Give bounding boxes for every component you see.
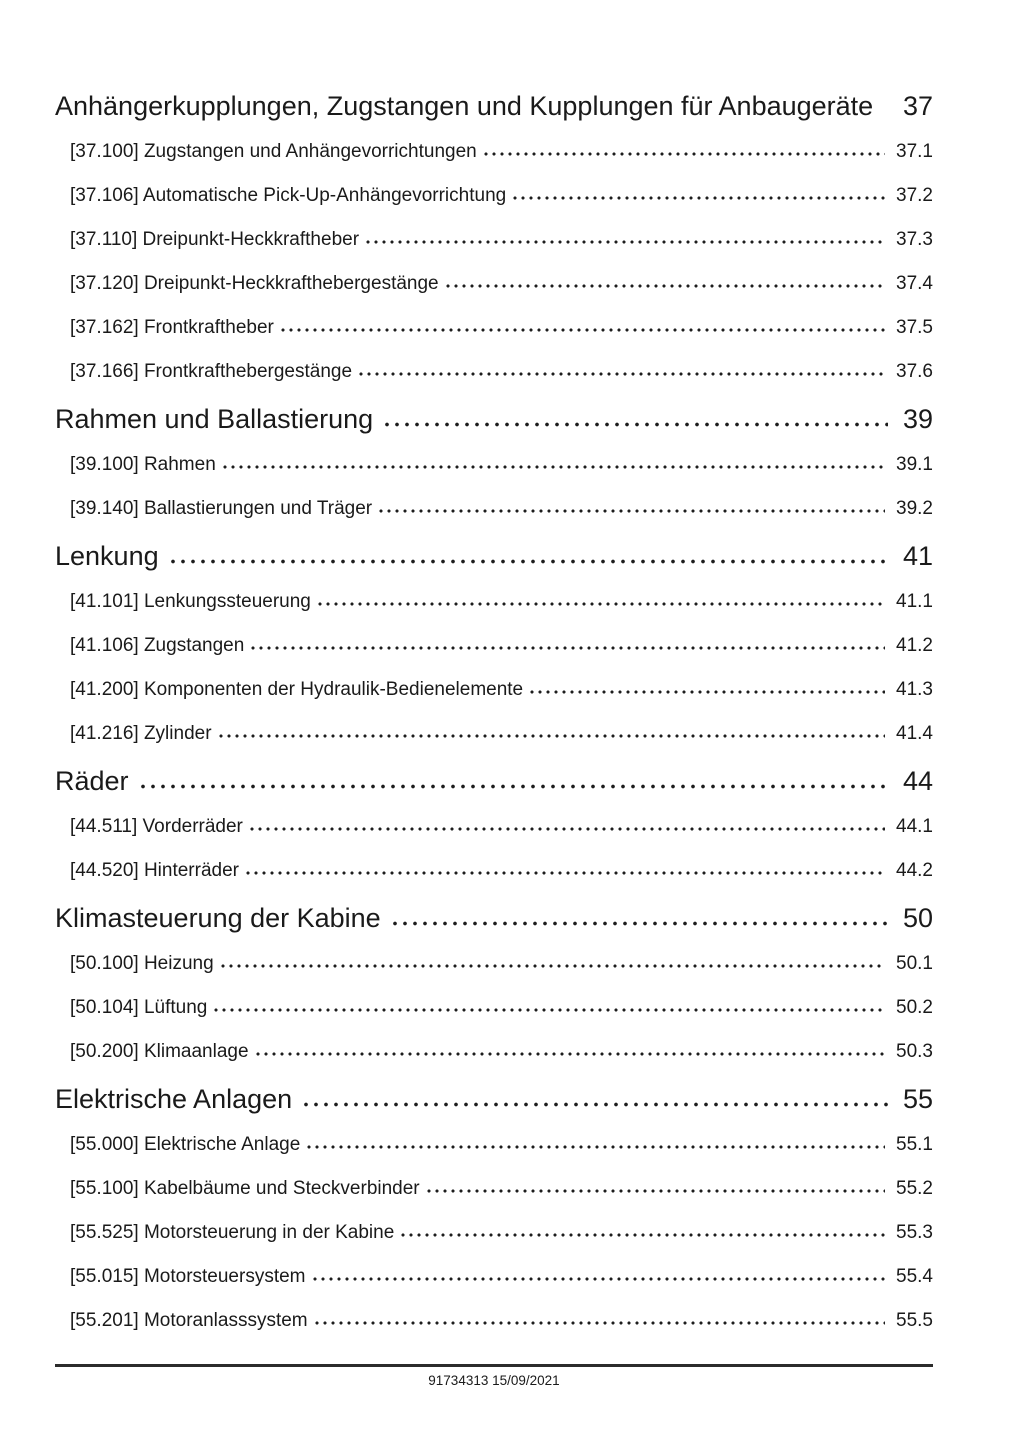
toc-item-row <box>55 1134 933 1156</box>
dot-leader <box>212 1007 885 1013</box>
item-title <box>70 860 239 882</box>
item-code: [50.100] <box>70 953 139 974</box>
toc-item-row <box>55 591 933 613</box>
item-label: Elektrische Anlage <box>143 1134 301 1155</box>
item-title <box>70 498 372 520</box>
item-label: Motorsteuerung in der Kabine <box>143 1222 395 1243</box>
toc-item-row <box>55 229 933 251</box>
toc-item-row <box>55 1310 933 1332</box>
toc-item-row <box>55 273 933 295</box>
dot-leader <box>221 464 885 470</box>
item-title <box>70 679 523 701</box>
item-page-number: 37.3 <box>896 229 933 250</box>
section-title: Elektrische Anlagen <box>55 1084 293 1114</box>
item-code: [50.200] <box>70 1041 139 1062</box>
dot-leader <box>138 783 888 790</box>
item-page-number: 41.3 <box>896 679 933 700</box>
dot-leader <box>364 239 885 245</box>
item-page-number: 39.2 <box>896 498 933 519</box>
item-page-number: 55.1 <box>896 1134 933 1155</box>
item-title <box>70 816 243 838</box>
item-label: Motoranlasssystem <box>143 1310 308 1331</box>
toc-item-row <box>55 454 933 476</box>
footer-text <box>55 1372 933 1389</box>
dot-leader <box>377 508 885 514</box>
item-page-number: 50.3 <box>896 1041 933 1062</box>
dot-leader <box>301 1101 888 1108</box>
item-page-number: 44.1 <box>896 816 933 837</box>
dot-leader <box>382 421 888 428</box>
item-title <box>70 1310 308 1332</box>
item-code: [55.015] <box>70 1266 139 1287</box>
section-title: Lenkung <box>55 541 159 571</box>
item-title <box>70 317 274 339</box>
toc-item-row <box>55 723 933 745</box>
section-heading-row <box>55 765 933 798</box>
toc-item-row <box>55 816 933 838</box>
item-title <box>70 591 311 613</box>
item-code: [37.120] <box>70 273 139 294</box>
item-page-number: 41.1 <box>896 591 933 612</box>
dot-leader <box>168 558 888 565</box>
dot-leader <box>249 645 885 651</box>
item-title <box>70 635 244 657</box>
item-title <box>70 1134 300 1156</box>
item-label: Zylinder <box>143 723 212 744</box>
item-code: [37.106] <box>70 185 139 206</box>
item-title <box>70 1041 249 1063</box>
item-label: Lüftung <box>143 997 208 1018</box>
section-title: Klimasteuerung der Kabine <box>55 903 381 933</box>
section-page-number: 50 <box>902 903 933 933</box>
dot-leader <box>316 601 885 607</box>
section-heading-row <box>55 403 933 436</box>
item-code: [55.525] <box>70 1222 139 1243</box>
section-title: Räder <box>55 766 129 796</box>
footer-date: 15/09/2021 <box>492 1373 560 1388</box>
item-page-number: 37.1 <box>896 141 933 162</box>
item-page-number: 50.2 <box>896 997 933 1018</box>
toc-item-row <box>55 953 933 975</box>
item-page-number: 50.1 <box>896 953 933 974</box>
dot-leader <box>311 1276 886 1282</box>
document-number: 91734313 <box>428 1373 489 1388</box>
dot-leader <box>313 1320 885 1326</box>
toc-item-row <box>55 141 933 163</box>
section-heading-row <box>55 1083 933 1116</box>
dot-leader <box>399 1232 885 1238</box>
dot-leader <box>305 1144 885 1150</box>
section-page-number: 55 <box>902 1084 933 1114</box>
toc-item-row <box>55 1266 933 1288</box>
item-code: [41.101] <box>70 591 139 612</box>
item-label: Hinterräder <box>143 860 239 881</box>
item-page-number: 37.2 <box>896 185 933 206</box>
item-code: [37.110] <box>70 229 138 250</box>
toc-item-row <box>55 185 933 207</box>
dot-leader <box>511 195 885 201</box>
item-code: [55.201] <box>70 1310 139 1331</box>
item-label: Kabelbäume und Steckverbinder <box>143 1178 420 1199</box>
dot-leader <box>279 327 885 333</box>
item-label: Klimaanlage <box>143 1041 249 1062</box>
dot-leader <box>244 870 885 876</box>
item-code: [37.100] <box>70 141 139 162</box>
item-code: [55.100] <box>70 1178 139 1199</box>
item-page-number: 55.5 <box>896 1310 933 1331</box>
toc-item-row <box>55 997 933 1019</box>
item-code: [37.162] <box>70 317 139 338</box>
dot-leader <box>444 283 885 289</box>
item-title <box>70 1178 420 1200</box>
section-page-number: 37 <box>902 91 933 121</box>
toc-item-row <box>55 1041 933 1063</box>
toc-item-row <box>55 317 933 339</box>
item-label: Automatische Pick-Up-Anhängevorrichtung <box>142 185 507 206</box>
item-code: [41.216] <box>70 723 139 744</box>
dot-leader <box>425 1188 885 1194</box>
section-heading-row <box>55 902 933 935</box>
item-code: [44.511] <box>70 816 138 837</box>
item-code: [44.520] <box>70 860 139 881</box>
section-heading-row <box>55 90 933 123</box>
item-label: Motorsteuersystem <box>143 1266 306 1287</box>
table-of-contents <box>55 90 933 1332</box>
toc-item-row <box>55 1178 933 1200</box>
item-page-number: 44.2 <box>896 860 933 881</box>
dot-leader <box>882 108 888 115</box>
item-label: Heizung <box>143 953 214 974</box>
item-code: [55.000] <box>70 1134 139 1155</box>
item-label: Lenkungssteuerung <box>143 591 311 612</box>
dot-leader <box>254 1051 885 1057</box>
item-page-number: 55.3 <box>896 1222 933 1243</box>
toc-item-row <box>55 1222 933 1244</box>
dot-leader <box>390 920 888 927</box>
item-title <box>70 997 207 1019</box>
dot-leader <box>528 689 885 695</box>
section-heading-row <box>55 540 933 573</box>
item-title <box>70 1222 394 1244</box>
item-title <box>70 141 477 163</box>
item-code: [37.166] <box>70 361 139 382</box>
item-code: [39.140] <box>70 498 139 519</box>
item-title <box>70 185 506 207</box>
item-label: Dreipunkt-Heckkraftheber <box>142 229 360 250</box>
dot-leader <box>219 963 885 969</box>
item-title <box>70 273 439 295</box>
item-label: Vorderräder <box>142 816 243 837</box>
item-code: [39.100] <box>70 454 139 475</box>
item-label: Dreipunkt-Heckkrafthebergestänge <box>143 273 439 294</box>
item-label: Rahmen <box>143 454 216 475</box>
toc-item-row <box>55 361 933 383</box>
item-page-number: 55.2 <box>896 1178 933 1199</box>
item-title <box>70 229 359 251</box>
section-page-number: 39 <box>902 404 933 434</box>
page-footer <box>55 1364 933 1389</box>
item-title <box>70 953 214 975</box>
item-page-number: 41.2 <box>896 635 933 656</box>
dot-leader <box>248 826 885 832</box>
item-page-number: 37.6 <box>896 361 933 382</box>
item-label: Frontkraftheber <box>143 317 274 338</box>
section-page-number: 44 <box>902 766 933 796</box>
item-label: Ballastierungen und Träger <box>143 498 373 519</box>
item-title <box>70 723 212 745</box>
item-code: [41.200] <box>70 679 139 700</box>
item-label: Frontkrafthebergestänge <box>143 361 353 382</box>
section-title: Rahmen und Ballastierung <box>55 404 374 434</box>
item-page-number: 39.1 <box>896 454 933 475</box>
item-page-number: 37.4 <box>896 273 933 294</box>
section-title: Anhängerkupplungen, Zugstangen und Kupplungen für Anbaugeräte <box>55 91 874 121</box>
item-title <box>70 454 216 476</box>
item-label: Zugstangen <box>143 635 245 656</box>
item-title <box>70 361 352 383</box>
section-page-number: 41 <box>902 541 933 571</box>
toc-item-row <box>55 498 933 520</box>
toc-item-row <box>55 635 933 657</box>
dot-leader <box>482 151 885 157</box>
item-page-number: 37.5 <box>896 317 933 338</box>
toc-item-row <box>55 679 933 701</box>
item-label: Komponenten der Hydraulik-Bedienelemente <box>143 679 524 700</box>
item-page-number: 55.4 <box>896 1266 933 1287</box>
item-code: [50.104] <box>70 997 139 1018</box>
dot-leader <box>357 371 885 377</box>
item-label: Zugstangen und Anhängevorrichtungen <box>143 141 477 162</box>
item-title <box>70 1266 306 1288</box>
footer-divider <box>55 1364 933 1367</box>
item-code: [41.106] <box>70 635 139 656</box>
toc-item-row <box>55 860 933 882</box>
dot-leader <box>217 733 885 739</box>
item-page-number: 41.4 <box>896 723 933 744</box>
